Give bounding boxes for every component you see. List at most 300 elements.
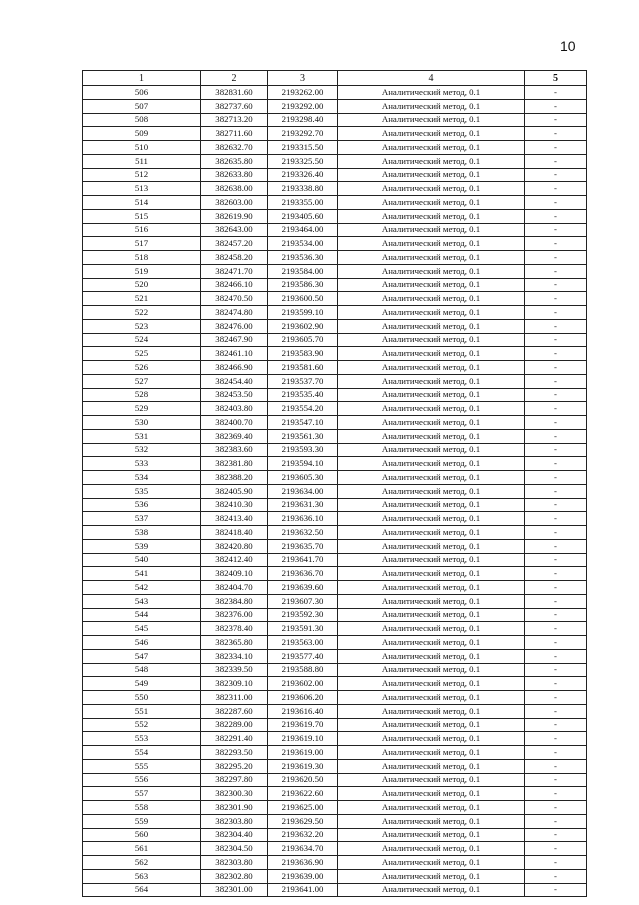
table-row <box>83 402 587 416</box>
x-coordinate-cell: 382470.50 <box>201 292 268 306</box>
point-number-cell: 506 <box>83 86 201 100</box>
method-cell: Аналитический метод, 0.1 <box>338 113 525 127</box>
x-coordinate-cell: 382635.80 <box>201 154 268 168</box>
table-row <box>83 471 587 485</box>
x-coordinate-cell: 382302.80 <box>201 869 268 883</box>
table-row <box>83 759 587 773</box>
y-coordinate-cell: 2193588.80 <box>268 663 338 677</box>
x-coordinate-cell: 382384.80 <box>201 594 268 608</box>
note-cell: - <box>525 553 587 567</box>
y-coordinate-cell: 2193639.60 <box>268 581 338 595</box>
y-coordinate-cell: 2193634.70 <box>268 842 338 856</box>
y-coordinate-cell: 2193592.30 <box>268 608 338 622</box>
x-coordinate-cell: 382297.80 <box>201 773 268 787</box>
note-cell: - <box>525 416 587 430</box>
table-row <box>83 704 587 718</box>
y-coordinate-cell: 2193563.00 <box>268 636 338 650</box>
method-cell: Аналитический метод, 0.1 <box>338 99 525 113</box>
point-number-cell: 564 <box>83 883 201 897</box>
x-coordinate-cell: 382453.50 <box>201 388 268 402</box>
method-cell: Аналитический метод, 0.1 <box>338 209 525 223</box>
coordinates-table <box>82 70 587 897</box>
table-row <box>83 512 587 526</box>
y-coordinate-cell: 2193625.00 <box>268 801 338 815</box>
x-coordinate-cell: 382311.00 <box>201 691 268 705</box>
point-number-cell: 543 <box>83 594 201 608</box>
note-cell: - <box>525 374 587 388</box>
method-cell: Аналитический метод, 0.1 <box>338 608 525 622</box>
method-cell: Аналитический метод, 0.1 <box>338 196 525 210</box>
y-coordinate-cell: 2193622.60 <box>268 787 338 801</box>
point-number-cell: 550 <box>83 691 201 705</box>
method-cell: Аналитический метод, 0.1 <box>338 567 525 581</box>
note-cell: - <box>525 402 587 416</box>
point-number-cell: 541 <box>83 567 201 581</box>
point-number-cell: 535 <box>83 484 201 498</box>
point-number-cell: 548 <box>83 663 201 677</box>
note-cell: - <box>525 663 587 677</box>
table-row <box>83 498 587 512</box>
table-row <box>83 883 587 897</box>
table-row <box>83 292 587 306</box>
method-cell: Аналитический метод, 0.1 <box>338 677 525 691</box>
point-number-cell: 544 <box>83 608 201 622</box>
x-coordinate-cell: 382300.30 <box>201 787 268 801</box>
x-coordinate-cell: 382295.20 <box>201 759 268 773</box>
method-cell: Аналитический метод, 0.1 <box>338 237 525 251</box>
table-row <box>83 264 587 278</box>
note-cell: - <box>525 759 587 773</box>
header-col-4: 4 <box>338 71 525 86</box>
note-cell: - <box>525 264 587 278</box>
x-coordinate-cell: 382413.40 <box>201 512 268 526</box>
method-cell: Аналитический метод, 0.1 <box>338 127 525 141</box>
table-row <box>83 581 587 595</box>
table-row <box>83 127 587 141</box>
y-coordinate-cell: 2193632.20 <box>268 828 338 842</box>
point-number-cell: 549 <box>83 677 201 691</box>
method-cell: Аналитический метод, 0.1 <box>338 388 525 402</box>
point-number-cell: 559 <box>83 814 201 828</box>
note-cell: - <box>525 319 587 333</box>
note-cell: - <box>525 539 587 553</box>
y-coordinate-cell: 2193636.10 <box>268 512 338 526</box>
method-cell: Аналитический метод, 0.1 <box>338 856 525 870</box>
note-cell: - <box>525 443 587 457</box>
point-number-cell: 555 <box>83 759 201 773</box>
x-coordinate-cell: 382454.40 <box>201 374 268 388</box>
x-coordinate-cell: 382403.80 <box>201 402 268 416</box>
note-cell: - <box>525 99 587 113</box>
table-row <box>83 814 587 828</box>
y-coordinate-cell: 2193632.50 <box>268 526 338 540</box>
point-number-cell: 529 <box>83 402 201 416</box>
note-cell: - <box>525 704 587 718</box>
method-cell: Аналитический метод, 0.1 <box>338 539 525 553</box>
x-coordinate-cell: 382638.00 <box>201 182 268 196</box>
x-coordinate-cell: 382381.80 <box>201 457 268 471</box>
point-number-cell: 536 <box>83 498 201 512</box>
method-cell: Аналитический метод, 0.1 <box>338 374 525 388</box>
note-cell: - <box>525 457 587 471</box>
table-row <box>83 691 587 705</box>
x-coordinate-cell: 382376.00 <box>201 608 268 622</box>
point-number-cell: 513 <box>83 182 201 196</box>
x-coordinate-cell: 382303.80 <box>201 814 268 828</box>
x-coordinate-cell: 382643.00 <box>201 223 268 237</box>
y-coordinate-cell: 2193641.00 <box>268 883 338 897</box>
x-coordinate-cell: 382304.50 <box>201 842 268 856</box>
table-row <box>83 746 587 760</box>
y-coordinate-cell: 2193325.50 <box>268 154 338 168</box>
x-coordinate-cell: 382476.00 <box>201 319 268 333</box>
method-cell: Аналитический метод, 0.1 <box>338 869 525 883</box>
method-cell: Аналитический метод, 0.1 <box>338 402 525 416</box>
note-cell: - <box>525 237 587 251</box>
point-number-cell: 507 <box>83 99 201 113</box>
header-col-2: 2 <box>201 71 268 86</box>
x-coordinate-cell: 382831.60 <box>201 86 268 100</box>
note-cell: - <box>525 814 587 828</box>
table-row <box>83 154 587 168</box>
method-cell: Аналитический метод, 0.1 <box>338 883 525 897</box>
note-cell: - <box>525 223 587 237</box>
point-number-cell: 531 <box>83 429 201 443</box>
method-cell: Аналитический метод, 0.1 <box>338 484 525 498</box>
y-coordinate-cell: 2193561.30 <box>268 429 338 443</box>
table-row <box>83 636 587 650</box>
table-row <box>83 773 587 787</box>
x-coordinate-cell: 382405.90 <box>201 484 268 498</box>
point-number-cell: 515 <box>83 209 201 223</box>
table-row <box>83 718 587 732</box>
point-number-cell: 512 <box>83 168 201 182</box>
method-cell: Аналитический метод, 0.1 <box>338 168 525 182</box>
note-cell: - <box>525 691 587 705</box>
point-number-cell: 546 <box>83 636 201 650</box>
note-cell: - <box>525 773 587 787</box>
point-number-cell: 524 <box>83 333 201 347</box>
method-cell: Аналитический метод, 0.1 <box>338 594 525 608</box>
y-coordinate-cell: 2193619.70 <box>268 718 338 732</box>
table-row <box>83 553 587 567</box>
note-cell: - <box>525 347 587 361</box>
page-number: 10 <box>560 38 576 54</box>
x-coordinate-cell: 382301.90 <box>201 801 268 815</box>
table-row <box>83 223 587 237</box>
point-number-cell: 521 <box>83 292 201 306</box>
x-coordinate-cell: 382711.60 <box>201 127 268 141</box>
y-coordinate-cell: 2193577.40 <box>268 649 338 663</box>
table-row <box>83 86 587 100</box>
method-cell: Аналитический метод, 0.1 <box>338 801 525 815</box>
method-cell: Аналитический метод, 0.1 <box>338 842 525 856</box>
x-coordinate-cell: 382420.80 <box>201 539 268 553</box>
x-coordinate-cell: 382400.70 <box>201 416 268 430</box>
x-coordinate-cell: 382388.20 <box>201 471 268 485</box>
note-cell: - <box>525 594 587 608</box>
method-cell: Аналитический метод, 0.1 <box>338 718 525 732</box>
table-row <box>83 567 587 581</box>
table-row <box>83 333 587 347</box>
table-row <box>83 306 587 320</box>
point-number-cell: 540 <box>83 553 201 567</box>
note-cell: - <box>525 856 587 870</box>
method-cell: Аналитический метод, 0.1 <box>338 512 525 526</box>
table-row <box>83 237 587 251</box>
method-cell: Аналитический метод, 0.1 <box>338 347 525 361</box>
x-coordinate-cell: 382309.10 <box>201 677 268 691</box>
y-coordinate-cell: 2193616.40 <box>268 704 338 718</box>
y-coordinate-cell: 2193619.30 <box>268 759 338 773</box>
table-row <box>83 374 587 388</box>
y-coordinate-cell: 2193292.70 <box>268 127 338 141</box>
x-coordinate-cell: 382303.80 <box>201 856 268 870</box>
point-number-cell: 547 <box>83 649 201 663</box>
note-cell: - <box>525 526 587 540</box>
point-number-cell: 557 <box>83 787 201 801</box>
method-cell: Аналитический метод, 0.1 <box>338 526 525 540</box>
header-row <box>83 71 587 86</box>
note-cell: - <box>525 512 587 526</box>
table-row <box>83 361 587 375</box>
point-number-cell: 551 <box>83 704 201 718</box>
method-cell: Аналитический метод, 0.1 <box>338 264 525 278</box>
method-cell: Аналитический метод, 0.1 <box>338 828 525 842</box>
y-coordinate-cell: 2193584.00 <box>268 264 338 278</box>
x-coordinate-cell: 382418.40 <box>201 526 268 540</box>
table-row <box>83 429 587 443</box>
note-cell: - <box>525 86 587 100</box>
x-coordinate-cell: 382603.00 <box>201 196 268 210</box>
x-coordinate-cell: 382458.20 <box>201 251 268 265</box>
x-coordinate-cell: 382633.80 <box>201 168 268 182</box>
y-coordinate-cell: 2193298.40 <box>268 113 338 127</box>
note-cell: - <box>525 828 587 842</box>
point-number-cell: 532 <box>83 443 201 457</box>
note-cell: - <box>525 196 587 210</box>
point-number-cell: 530 <box>83 416 201 430</box>
table-header <box>83 71 587 86</box>
x-coordinate-cell: 382291.40 <box>201 732 268 746</box>
table-row <box>83 182 587 196</box>
method-cell: Аналитический метод, 0.1 <box>338 704 525 718</box>
method-cell: Аналитический метод, 0.1 <box>338 223 525 237</box>
y-coordinate-cell: 2193535.40 <box>268 388 338 402</box>
header-col-1: 1 <box>83 71 201 86</box>
note-cell: - <box>525 883 587 897</box>
note-cell: - <box>525 168 587 182</box>
table-row <box>83 842 587 856</box>
table-body <box>83 86 587 897</box>
point-number-cell: 518 <box>83 251 201 265</box>
method-cell: Аналитический метод, 0.1 <box>338 746 525 760</box>
y-coordinate-cell: 2193594.10 <box>268 457 338 471</box>
point-number-cell: 538 <box>83 526 201 540</box>
x-coordinate-cell: 382287.60 <box>201 704 268 718</box>
x-coordinate-cell: 382304.40 <box>201 828 268 842</box>
x-coordinate-cell: 382378.40 <box>201 622 268 636</box>
y-coordinate-cell: 2193639.00 <box>268 869 338 883</box>
note-cell: - <box>525 388 587 402</box>
point-number-cell: 510 <box>83 141 201 155</box>
method-cell: Аналитический метод, 0.1 <box>338 622 525 636</box>
table-row <box>83 677 587 691</box>
y-coordinate-cell: 2193599.10 <box>268 306 338 320</box>
note-cell: - <box>525 141 587 155</box>
point-number-cell: 519 <box>83 264 201 278</box>
y-coordinate-cell: 2193554.20 <box>268 402 338 416</box>
y-coordinate-cell: 2193537.70 <box>268 374 338 388</box>
table-row <box>83 484 587 498</box>
method-cell: Аналитический метод, 0.1 <box>338 787 525 801</box>
y-coordinate-cell: 2193464.00 <box>268 223 338 237</box>
table-row <box>83 443 587 457</box>
y-coordinate-cell: 2193641.70 <box>268 553 338 567</box>
point-number-cell: 522 <box>83 306 201 320</box>
point-number-cell: 520 <box>83 278 201 292</box>
method-cell: Аналитический метод, 0.1 <box>338 333 525 347</box>
y-coordinate-cell: 2193405.60 <box>268 209 338 223</box>
point-number-cell: 511 <box>83 154 201 168</box>
table-row <box>83 732 587 746</box>
point-number-cell: 533 <box>83 457 201 471</box>
note-cell: - <box>525 567 587 581</box>
y-coordinate-cell: 2193635.70 <box>268 539 338 553</box>
x-coordinate-cell: 382461.10 <box>201 347 268 361</box>
method-cell: Аналитический метод, 0.1 <box>338 732 525 746</box>
y-coordinate-cell: 2193534.00 <box>268 237 338 251</box>
method-cell: Аналитический метод, 0.1 <box>338 649 525 663</box>
note-cell: - <box>525 127 587 141</box>
method-cell: Аналитический метод, 0.1 <box>338 498 525 512</box>
note-cell: - <box>525 306 587 320</box>
table-row <box>83 347 587 361</box>
method-cell: Аналитический метод, 0.1 <box>338 251 525 265</box>
y-coordinate-cell: 2193619.00 <box>268 746 338 760</box>
x-coordinate-cell: 382410.30 <box>201 498 268 512</box>
method-cell: Аналитический метод, 0.1 <box>338 773 525 787</box>
point-number-cell: 539 <box>83 539 201 553</box>
note-cell: - <box>525 278 587 292</box>
x-coordinate-cell: 382369.40 <box>201 429 268 443</box>
method-cell: Аналитический метод, 0.1 <box>338 553 525 567</box>
note-cell: - <box>525 649 587 663</box>
y-coordinate-cell: 2193547.10 <box>268 416 338 430</box>
y-coordinate-cell: 2193326.40 <box>268 168 338 182</box>
point-number-cell: 508 <box>83 113 201 127</box>
table-row <box>83 141 587 155</box>
y-coordinate-cell: 2193607.30 <box>268 594 338 608</box>
x-coordinate-cell: 382737.60 <box>201 99 268 113</box>
point-number-cell: 562 <box>83 856 201 870</box>
table-row <box>83 278 587 292</box>
point-number-cell: 517 <box>83 237 201 251</box>
point-number-cell: 560 <box>83 828 201 842</box>
y-coordinate-cell: 2193602.00 <box>268 677 338 691</box>
table-row <box>83 209 587 223</box>
point-number-cell: 542 <box>83 581 201 595</box>
point-number-cell: 526 <box>83 361 201 375</box>
point-number-cell: 534 <box>83 471 201 485</box>
table-row <box>83 801 587 815</box>
note-cell: - <box>525 471 587 485</box>
note-cell: - <box>525 292 587 306</box>
point-number-cell: 527 <box>83 374 201 388</box>
method-cell: Аналитический метод, 0.1 <box>338 581 525 595</box>
method-cell: Аналитический метод, 0.1 <box>338 154 525 168</box>
y-coordinate-cell: 2193605.70 <box>268 333 338 347</box>
y-coordinate-cell: 2193620.50 <box>268 773 338 787</box>
table-row <box>83 539 587 553</box>
table-row <box>83 196 587 210</box>
x-coordinate-cell: 382365.80 <box>201 636 268 650</box>
table-row <box>83 526 587 540</box>
point-number-cell: 525 <box>83 347 201 361</box>
point-number-cell: 528 <box>83 388 201 402</box>
y-coordinate-cell: 2193631.30 <box>268 498 338 512</box>
y-coordinate-cell: 2193338.80 <box>268 182 338 196</box>
table-row <box>83 622 587 636</box>
point-number-cell: 537 <box>83 512 201 526</box>
note-cell: - <box>525 746 587 760</box>
x-coordinate-cell: 382467.90 <box>201 333 268 347</box>
x-coordinate-cell: 382383.60 <box>201 443 268 457</box>
x-coordinate-cell: 382334.10 <box>201 649 268 663</box>
method-cell: Аналитический метод, 0.1 <box>338 86 525 100</box>
point-number-cell: 561 <box>83 842 201 856</box>
point-number-cell: 523 <box>83 319 201 333</box>
note-cell: - <box>525 636 587 650</box>
note-cell: - <box>525 608 587 622</box>
table-row <box>83 787 587 801</box>
y-coordinate-cell: 2193315.50 <box>268 141 338 155</box>
note-cell: - <box>525 842 587 856</box>
point-number-cell: 545 <box>83 622 201 636</box>
y-coordinate-cell: 2193586.30 <box>268 278 338 292</box>
method-cell: Аналитический метод, 0.1 <box>338 319 525 333</box>
method-cell: Аналитический метод, 0.1 <box>338 306 525 320</box>
y-coordinate-cell: 2193262.00 <box>268 86 338 100</box>
table-row <box>83 869 587 883</box>
y-coordinate-cell: 2193292.00 <box>268 99 338 113</box>
method-cell: Аналитический метод, 0.1 <box>338 292 525 306</box>
x-coordinate-cell: 382339.50 <box>201 663 268 677</box>
table-row <box>83 251 587 265</box>
note-cell: - <box>525 622 587 636</box>
method-cell: Аналитический метод, 0.1 <box>338 636 525 650</box>
x-coordinate-cell: 382466.90 <box>201 361 268 375</box>
point-number-cell: 554 <box>83 746 201 760</box>
point-number-cell: 516 <box>83 223 201 237</box>
y-coordinate-cell: 2193619.10 <box>268 732 338 746</box>
method-cell: Аналитический метод, 0.1 <box>338 416 525 430</box>
note-cell: - <box>525 732 587 746</box>
y-coordinate-cell: 2193602.90 <box>268 319 338 333</box>
y-coordinate-cell: 2193536.30 <box>268 251 338 265</box>
table-row <box>83 649 587 663</box>
y-coordinate-cell: 2193636.90 <box>268 856 338 870</box>
table-row <box>83 828 587 842</box>
point-number-cell: 553 <box>83 732 201 746</box>
note-cell: - <box>525 787 587 801</box>
method-cell: Аналитический метод, 0.1 <box>338 759 525 773</box>
note-cell: - <box>525 498 587 512</box>
x-coordinate-cell: 382409.10 <box>201 567 268 581</box>
y-coordinate-cell: 2193636.70 <box>268 567 338 581</box>
point-number-cell: 514 <box>83 196 201 210</box>
note-cell: - <box>525 209 587 223</box>
